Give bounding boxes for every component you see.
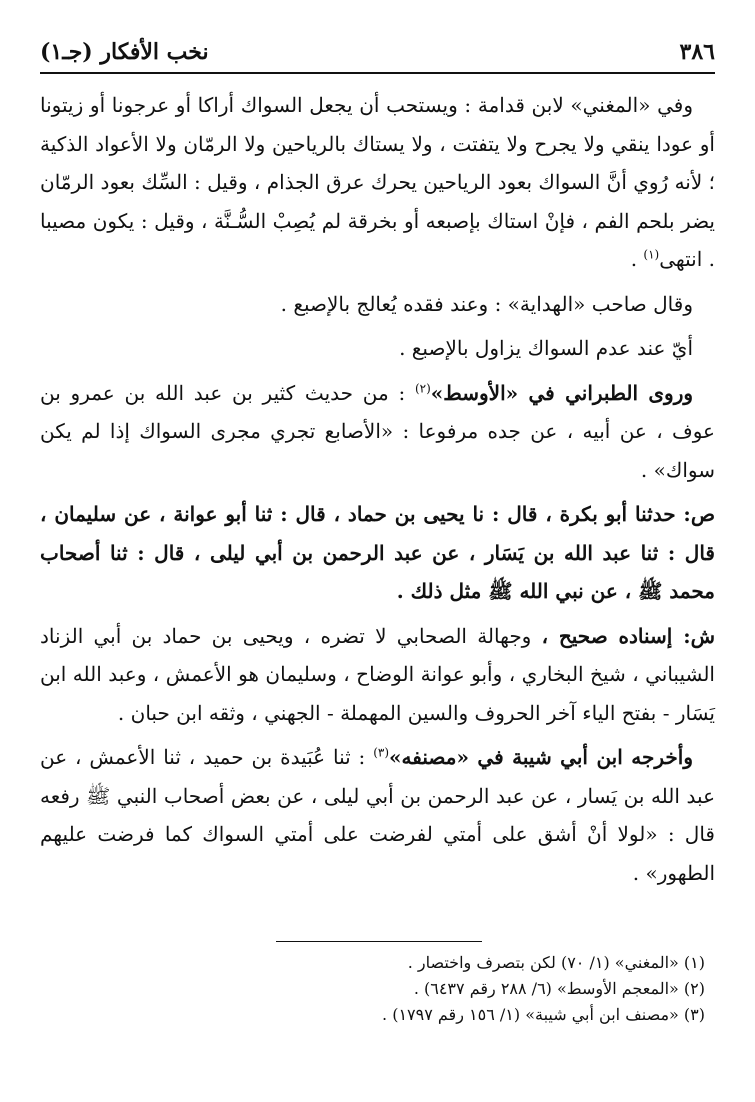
p6-text: وجهالة الصحابي لا تضره ، ويحيى بن حماد بن أبي الزناد الشيباني ، شيخ البخاري ، وأبو عوانة الوضاح ، وسليمان هو الأعمش ، وعبد الله ابن يَسَار - بفتح الياء آخر الحروف والسين المهملة - الجهني ، وثقه ابن حبان .: [40, 623, 715, 725]
footnote-1: (١) «المغني» (١/ ٧٠) لكن بتصرف واختصار .: [407, 953, 705, 972]
p4-text: : من حديث كثير بن عبد الله بن عمرو بن عوف ، عن أبيه ، عن جده مرفوعا : «الأصابع تجري مجرى السواك إذا لم يكن سواك» .: [40, 380, 715, 482]
paragraph-tabarani: [40, 374, 715, 490]
page-header: [40, 30, 715, 74]
footnote-ref-2: (٢): [414, 380, 431, 395]
header-rule: [40, 72, 715, 74]
footnote-2: (٢) «المعجم الأوسط» (٦/ ٢٨٨ رقم ٦٤٣٧) .: [413, 979, 705, 998]
footnote-3: (٣) «مصنف ابن أبي شيبة» (١/ ١٥٦ رقم ١٧٩٧) .: [382, 1005, 705, 1024]
paragraph-hidaya: وقال صاحب «الهداية» : وعند فقده يُعالج بالإصبع .: [280, 291, 693, 316]
main-text: [40, 86, 715, 898]
p4-bold: وروى الطبراني في «الأوسط»: [430, 380, 694, 405]
p7-text: : ثنا عُبَيدة بن حميد ، ثنا الأعمش ، عن عبد الله بن يَسار ، عن عبد الرحمن بن أبي ليلى ، عن بعض أصحاب النبي ﷺ رفعه قال : «لولا أنْ أشق على أمتي لفرضت على أمتي السواك كما فرضت عليهم الطهور» .: [40, 745, 715, 885]
paragraph-explanation: أيّ عند عدم السواك يزاول بالإصبع .: [399, 336, 693, 360]
paragraph-ibn-abi-shaybah: [40, 738, 715, 892]
footnote-ref-3: (٣): [373, 745, 390, 760]
paragraph-matn: ص: حدثنا أبو بكرة ، قال : نا يحيى بن حماد ، قال : ثنا أبو عوانة ، عن سليمان ، قال : ثنا عبد الله بن يَسَار ، عن عبد الرحمن بن أبي ليلى ، قال : ثنا أصحاب محمد ﷺ ، عن نبي الله ﷺ مثل ذلك .: [40, 502, 715, 603]
page-number: ٣٨٦: [679, 39, 715, 65]
p1-end: .: [630, 247, 644, 271]
p7-bold: وأخرجه ابن أبي شيبة في «مصنفه»: [389, 745, 693, 769]
p6-bold: ش: إسناده صحيح ،: [541, 623, 715, 648]
footnote-divider: [276, 941, 482, 942]
footnote-ref-1: (١): [643, 247, 660, 262]
paragraph-mughni-quote: [40, 86, 715, 279]
book-title: نخب الأفكار (جـ١): [40, 39, 209, 65]
footnotes: [40, 950, 715, 1028]
paragraph-sharh: [40, 617, 715, 733]
p1-text: وفي «المغني» لابن قدامة : ويستحب أن يجعل السواك أراكا أو عرجونا أو زيتونا أو عودا ينقي ولا يجرح ولا يتفتت ، ولا يستاك بالرياحين ولا الرمّان ولا الأعواد الذكية ؛ لأنه رُوي أنَّ السواك بعود الرياحين يحرك عرق الجذام ، وقيل : السِّك بعود الرمّان يضر بلحم الفم ، فإنْ استاك بإصبعه أو بخرقة لم يُصِبْ السُّـنَّة ، وقيل : يكون مصيبا . انتهى: [40, 93, 715, 271]
